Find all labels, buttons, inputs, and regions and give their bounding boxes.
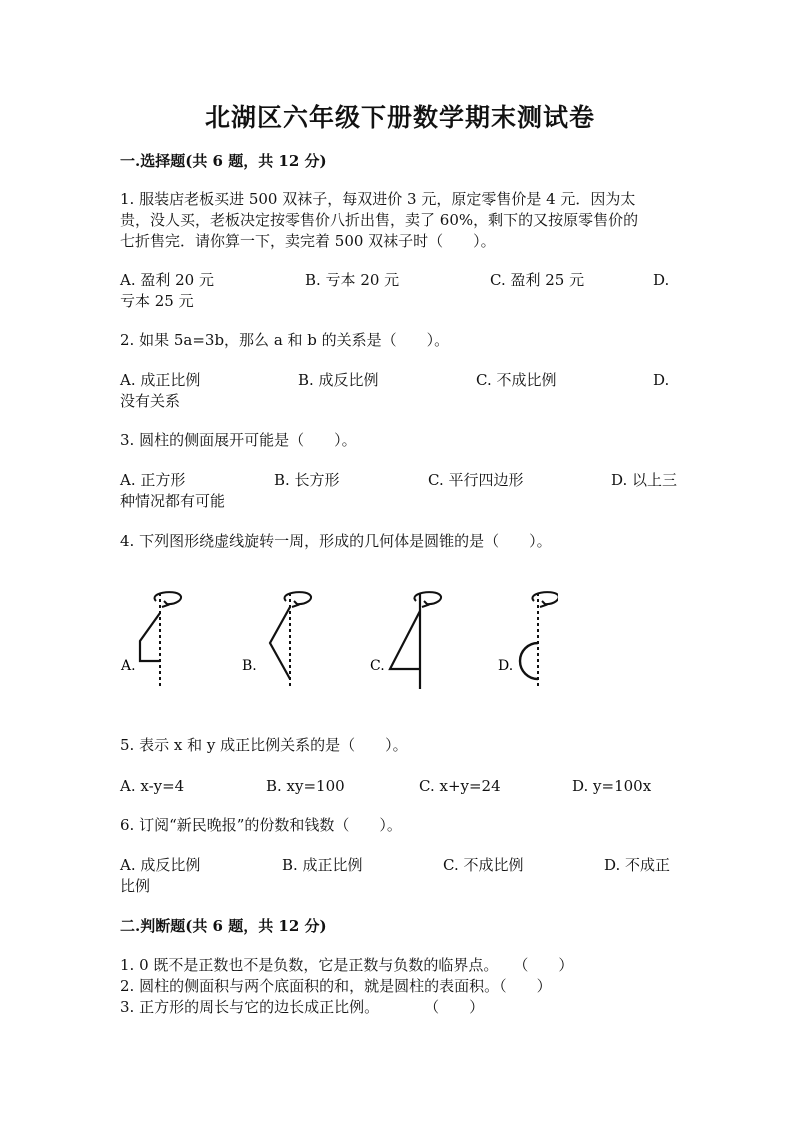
section-heading-judgement: 二.判断题(共 6 题，共 12 分) [120,917,327,935]
q1-option-a: A. 盈利 20 元 [120,271,214,289]
q3-stem: 3. 圆柱的侧面展开可能是（ ）。 [120,431,357,449]
q1-option-c: C. 盈利 25 元 [490,271,585,289]
q3-option-d-text: 种情况都有可能 [120,492,226,510]
q6-option-a: A. 成反比例 [120,856,201,874]
q2-option-b: B. 成反比例 [298,371,379,389]
q6-option-d: D. 不成正 [604,856,671,874]
figure-b [242,592,311,689]
figure-d-rotation-arrow [532,592,558,604]
q2-option-d: D. [653,371,670,389]
q2-stem: 2. 如果 5a=3b，那么 a 和 b 的关系是（ ）。 [120,331,450,349]
figure-c [370,592,441,689]
q2-option-a: A. 成正比例 [120,371,201,389]
figure-d [498,592,558,689]
q1-option-d-text: 亏本 25 元 [120,292,194,310]
figure-label-a: A. [121,658,136,674]
q3-option-a: A. 正方形 [120,471,186,489]
judgement-item-1: 1. 0 既不是正数也不是负数，它是正数与负数的临界点。 （ ） [120,956,574,974]
q5-option-b: B. xy=100 [266,777,345,795]
q6-option-c: C. 不成比例 [443,856,524,874]
q1-line-1: 1. 服装店老板买进 500 双袜子，每双进价 3 元，原定零售价是 4 元．因为太 [120,190,636,208]
q5-option-d: D. y=100x [572,777,652,795]
page-title: 北湖区六年级下册数学期末测试卷 [204,103,595,132]
figure-a [120,592,181,689]
figure-label-b: B. [242,658,257,674]
q6-stem: 6. 订阅“新民晚报”的份数和钱数（ ）。 [120,816,402,834]
q3-option-c: C. 平行四边形 [428,471,524,489]
q1-option-d: D. [653,271,670,289]
q5-option-a: A. x-y=4 [120,777,185,795]
figure-d-shape [520,643,538,679]
figure-label-d: D. [498,658,514,674]
q1-line-3: 七折售完．请你算一下，卖完着 500 双袜子时（ ）。 [120,232,496,250]
figure-c-shape [390,611,420,669]
judgement-item-3: 3. 正方形的周长与它的边长成正比例。 （ ） [120,998,485,1016]
q2-option-d-text: 没有关系 [120,392,181,410]
q1-line-2: 贵，没人买，老板决定按零售价八折出售，卖了 60%，剩下的又按原零售价的 [120,211,639,229]
judgement-item-2: 2. 圆柱的侧面积与两个底面积的和，就是圆柱的表面积。（ ） [120,977,552,995]
q1-option-b: B. 亏本 20 元 [305,271,400,289]
q6-option-b: B. 成正比例 [282,856,363,874]
figure-c-rotation-arrow [414,592,441,604]
q3-option-b: B. 长方形 [274,471,340,489]
q5-option-c: C. x+y=24 [419,777,501,795]
q3-option-d: D. 以上三 [611,471,678,489]
q2-option-c: C. 不成比例 [476,371,557,389]
figure-b-rotation-arrow [284,592,311,604]
q4-stem: 4. 下列图形绕虚线旋转一周，形成的几何体是圆锥的是（ ）。 [120,532,552,550]
q5-stem: 5. 表示 x 和 y 成正比例关系的是（ ）。 [120,736,408,754]
figure-a-rotation-arrow [154,592,181,604]
section-heading-choice: 一.选择题(共 6 题，共 12 分) [120,152,327,170]
figure-a-shape [140,613,160,661]
figure-b-shape [270,607,290,679]
q6-option-d-text: 比例 [120,877,151,895]
figure-label-c: C. [370,658,385,674]
q4-figures [118,585,558,695]
